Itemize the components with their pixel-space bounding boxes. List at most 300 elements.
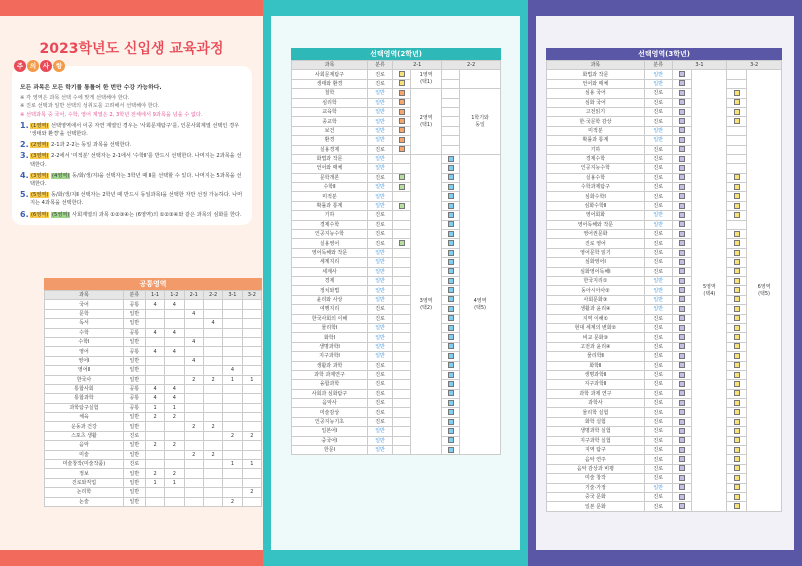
checkbox[interactable] (734, 390, 740, 396)
checkbox-cell (727, 483, 747, 492)
checkbox-cell (393, 79, 411, 88)
checkbox[interactable] (679, 287, 685, 293)
value-cell (145, 337, 164, 346)
checkbox[interactable] (448, 203, 454, 209)
checkbox[interactable] (734, 268, 740, 274)
value-cell (223, 422, 242, 431)
checkbox[interactable] (399, 203, 405, 209)
checkbox[interactable] (399, 184, 405, 190)
checkbox[interactable] (679, 475, 685, 481)
checkbox[interactable] (734, 174, 740, 180)
category-cell: 진로 (644, 380, 672, 389)
value-cell (223, 488, 242, 497)
checkbox[interactable] (679, 437, 685, 443)
subject-cell: 여행지리 (292, 305, 368, 314)
checkbox[interactable] (679, 203, 685, 209)
table-row (547, 201, 782, 210)
checkbox[interactable] (734, 203, 740, 209)
table-row (45, 431, 262, 440)
checkbox[interactable] (679, 99, 685, 105)
value-cell (203, 403, 222, 412)
checkbox[interactable] (679, 447, 685, 453)
checkbox[interactable] (399, 174, 405, 180)
value-cell (165, 337, 184, 346)
checkbox[interactable] (679, 484, 685, 490)
checkbox-cell (727, 380, 747, 389)
table-row (547, 474, 782, 483)
table-row (547, 107, 782, 116)
checkbox[interactable] (679, 325, 685, 331)
value-cell: 일반 (123, 469, 145, 478)
value-cell: 4 (184, 337, 203, 346)
checkbox[interactable] (734, 400, 740, 406)
checkbox[interactable] (734, 278, 740, 284)
checkbox[interactable] (734, 184, 740, 190)
checkbox[interactable] (448, 174, 454, 180)
subject-cell: 기하 (547, 145, 645, 154)
top-bar (0, 0, 263, 16)
checkbox-cell (442, 436, 460, 445)
value-cell (242, 403, 261, 412)
checkbox[interactable] (734, 484, 740, 490)
subject-cell: 세계지리 (292, 258, 368, 267)
checkbox-cell (393, 117, 411, 126)
value-cell (223, 478, 242, 487)
checkbox[interactable] (448, 315, 454, 321)
header-cell: 과목 (547, 61, 645, 70)
subject-cell: 독서 (45, 319, 124, 328)
checkbox-cell (393, 70, 411, 79)
checkbox[interactable] (679, 212, 685, 218)
table-row (547, 183, 782, 192)
value-cell: 일반 (123, 375, 145, 384)
subject-cell: 물리학Ⅰ (292, 323, 368, 332)
checkbox[interactable] (399, 80, 405, 86)
checkbox-cell (393, 417, 411, 426)
checkbox[interactable] (679, 250, 685, 256)
table-row (45, 394, 262, 403)
subject-cell: 물리학Ⅱ (547, 352, 645, 361)
checkbox-cell (727, 239, 747, 248)
checkbox[interactable] (448, 287, 454, 293)
subject-cell: 기술·가정 (547, 483, 645, 492)
notice-item (20, 122, 244, 138)
category-cell: 일반 (644, 70, 672, 79)
checkbox[interactable] (679, 259, 685, 265)
value-cell (165, 309, 184, 318)
checkbox[interactable] (448, 334, 454, 340)
checkbox[interactable] (448, 409, 454, 415)
checkbox-cell (672, 333, 692, 342)
checkbox[interactable] (679, 353, 685, 359)
value-cell: 2 (203, 450, 222, 459)
checkbox[interactable] (734, 419, 740, 425)
value-cell: 2 (184, 422, 203, 431)
value-cell (203, 441, 222, 450)
panel-general (0, 0, 263, 566)
value-cell (145, 319, 164, 328)
category-cell: 일반 (368, 248, 393, 257)
checkbox[interactable] (399, 99, 405, 105)
category-cell: 진로 (644, 455, 672, 464)
checkbox[interactable] (734, 343, 740, 349)
checkbox[interactable] (734, 296, 740, 302)
checkbox[interactable] (679, 419, 685, 425)
table-row (547, 286, 782, 295)
category-cell: 진로 (644, 314, 672, 323)
checkbox-cell (442, 248, 460, 257)
checkbox[interactable] (679, 80, 685, 86)
checkbox[interactable] (448, 259, 454, 265)
checkbox[interactable] (448, 231, 454, 237)
subject-cell: 심화영어Ⅰ (547, 258, 645, 267)
checkbox[interactable] (679, 221, 685, 227)
subject-cell: 심용 국어 (547, 89, 645, 98)
checkbox[interactable] (399, 118, 405, 124)
checkbox[interactable] (734, 456, 740, 462)
checkbox-cell (727, 389, 747, 398)
area-label: 2영역 (택1) (410, 89, 441, 155)
checkbox-cell (393, 192, 411, 201)
checkbox-cell (727, 446, 747, 455)
checkbox[interactable] (734, 353, 740, 359)
subject-cell: 문학개론 (292, 173, 368, 182)
value-cell: 4 (145, 328, 164, 337)
checkbox[interactable] (679, 268, 685, 274)
checkbox-cell (727, 427, 747, 436)
value-cell (242, 413, 261, 422)
checkbox-cell (727, 370, 747, 379)
checkbox[interactable] (734, 437, 740, 443)
checkbox-cell (727, 117, 747, 126)
checkbox-cell (442, 370, 460, 379)
header-cell: 2-1 (393, 61, 442, 70)
checkbox[interactable] (679, 494, 685, 500)
value-cell (242, 394, 261, 403)
value-cell: 2 (165, 413, 184, 422)
checkbox[interactable] (734, 372, 740, 378)
checkbox[interactable] (679, 165, 685, 171)
checkbox[interactable] (679, 362, 685, 368)
value-cell: 4 (145, 347, 164, 356)
category-cell: 일반 (368, 117, 393, 126)
checkbox[interactable] (448, 325, 454, 331)
category-cell: 진로 (644, 258, 672, 267)
checkbox[interactable] (734, 250, 740, 256)
checkbox[interactable] (734, 231, 740, 237)
checkbox-cell (393, 201, 411, 210)
header-cell: 3-2 (727, 61, 782, 70)
checkbox[interactable] (734, 118, 740, 124)
checkbox[interactable] (679, 296, 685, 302)
checkbox[interactable] (679, 456, 685, 462)
checkbox[interactable] (679, 156, 685, 162)
checkbox-cell (442, 380, 460, 389)
table-row (547, 98, 782, 107)
checkbox[interactable] (679, 334, 685, 340)
badge-char: 주 (14, 60, 26, 72)
value-cell: 1 (223, 460, 242, 469)
value-cell (184, 403, 203, 412)
subject-cell: 영어독해와 작문 (547, 220, 645, 229)
checkbox[interactable] (448, 306, 454, 312)
checkbox[interactable] (679, 137, 685, 143)
subject-cell: 물리학 실험 (547, 408, 645, 417)
checkbox[interactable] (679, 409, 685, 415)
checkbox[interactable] (734, 315, 740, 321)
checkbox[interactable] (734, 475, 740, 481)
checkbox[interactable] (399, 71, 405, 77)
checkbox-cell (672, 192, 692, 201)
checkbox[interactable] (734, 447, 740, 453)
checkbox[interactable] (448, 428, 454, 434)
checkbox[interactable] (734, 465, 740, 471)
checkbox[interactable] (448, 156, 454, 162)
checkbox[interactable] (448, 353, 454, 359)
header-cell: 2-2 (442, 61, 501, 70)
category-cell: 진로 (644, 230, 672, 239)
category-cell: 일반 (368, 154, 393, 163)
checkbox[interactable] (399, 137, 405, 143)
checkbox[interactable] (448, 362, 454, 368)
checkbox[interactable] (734, 325, 740, 331)
checkbox[interactable] (679, 381, 685, 387)
checkbox[interactable] (734, 240, 740, 246)
value-cell (223, 441, 242, 450)
value-cell (203, 478, 222, 487)
common-table-title: 공통영역 (44, 278, 262, 290)
checkbox[interactable] (399, 90, 405, 96)
checkbox-cell (727, 183, 747, 192)
checkbox[interactable] (679, 118, 685, 124)
checkbox[interactable] (734, 381, 740, 387)
checkbox[interactable] (734, 306, 740, 312)
category-cell: 진로 (644, 408, 672, 417)
checkbox[interactable] (734, 362, 740, 368)
checkbox[interactable] (679, 109, 685, 115)
subject-cell: 인공지능기초 (292, 417, 368, 426)
checkbox[interactable] (399, 240, 405, 246)
value-cell (145, 450, 164, 459)
subject-cell: 동아시아사② (547, 286, 645, 295)
value-cell (223, 403, 242, 412)
value-cell: 공통 (123, 384, 145, 393)
checkbox-cell (727, 136, 747, 145)
checkbox[interactable] (679, 465, 685, 471)
checkbox[interactable] (448, 437, 454, 443)
checkbox[interactable] (679, 193, 685, 199)
area-label: 1학기와 동일 (460, 89, 501, 155)
table-row (547, 164, 782, 173)
checkbox[interactable] (399, 127, 405, 133)
subject-cell: 미술 (45, 450, 124, 459)
area-highlight: (5영역) (52, 211, 70, 218)
checkbox-cell (393, 267, 411, 276)
checkbox-cell (727, 145, 747, 154)
checkbox[interactable] (679, 231, 685, 237)
subject-cell: 중국 문화 (547, 492, 645, 501)
item-number: 1. (20, 120, 29, 130)
subject-cell: 한국사 (45, 375, 124, 384)
value-cell: 2 (165, 441, 184, 450)
value-cell (242, 356, 261, 365)
checkbox[interactable] (448, 343, 454, 349)
checkbox[interactable] (734, 99, 740, 105)
checkbox[interactable] (679, 71, 685, 77)
checkbox[interactable] (734, 428, 740, 434)
checkbox-cell (672, 295, 692, 304)
checkbox[interactable] (679, 146, 685, 152)
category-cell: 일반 (368, 126, 393, 135)
checkbox-cell (727, 295, 747, 304)
checkbox[interactable] (448, 400, 454, 406)
area-highlight: (3영역) (31, 153, 49, 160)
checkbox[interactable] (734, 259, 740, 265)
header-cell: 분류 (123, 291, 145, 300)
table-row (547, 502, 782, 511)
subject-cell: 통합사회 (45, 384, 124, 393)
subject-cell: 사회문제탐구 (292, 70, 368, 79)
checkbox[interactable] (448, 268, 454, 274)
checkbox[interactable] (679, 306, 685, 312)
subject-cell: 융합과학 (292, 380, 368, 389)
value-cell: 4 (145, 384, 164, 393)
value-cell: 2 (145, 413, 164, 422)
value-cell (165, 422, 184, 431)
value-cell: 일반 (123, 366, 145, 375)
checkbox-cell (393, 436, 411, 445)
checkbox[interactable] (448, 212, 454, 218)
checkbox-cell (672, 145, 692, 154)
checkbox-cell (727, 436, 747, 445)
checkbox-cell (672, 380, 692, 389)
value-cell: 일반 (123, 356, 145, 365)
checkbox[interactable] (448, 240, 454, 246)
value-cell: 일반 (123, 337, 145, 346)
checkbox-cell (672, 117, 692, 126)
table-row (45, 337, 262, 346)
checkbox[interactable] (399, 146, 405, 152)
value-cell: 공통 (123, 328, 145, 337)
checkbox[interactable] (679, 174, 685, 180)
checkbox[interactable] (734, 212, 740, 218)
checkbox-cell (442, 98, 460, 107)
checkbox-cell (393, 164, 411, 173)
category-cell: 일반 (368, 258, 393, 267)
checkbox-cell (442, 239, 460, 248)
checkbox[interactable] (734, 503, 740, 509)
checkbox[interactable] (734, 109, 740, 115)
checkbox-cell (672, 408, 692, 417)
header-cell: 2-1 (184, 291, 203, 300)
checkbox[interactable] (448, 372, 454, 378)
checkbox[interactable] (734, 494, 740, 500)
checkbox-cell (672, 483, 692, 492)
value-cell: 2 (184, 450, 203, 459)
value-cell (203, 300, 222, 309)
checkbox[interactable] (679, 428, 685, 434)
value-cell: 공통 (123, 347, 145, 356)
table-row (547, 305, 782, 314)
category-cell: 진로 (644, 427, 672, 436)
checkbox[interactable] (448, 381, 454, 387)
checkbox-cell (393, 408, 411, 417)
subject-cell: 음악 연주 (547, 455, 645, 464)
checkbox[interactable] (734, 334, 740, 340)
table-row (547, 446, 782, 455)
category-cell: 일반 (368, 342, 393, 351)
checkbox[interactable] (448, 278, 454, 284)
category-cell: 진로 (644, 89, 672, 98)
checkbox[interactable] (734, 90, 740, 96)
table-row (45, 460, 262, 469)
checkbox[interactable] (448, 419, 454, 425)
checkbox[interactable] (448, 221, 454, 227)
area-highlight: (1영역) (31, 122, 49, 129)
checkbox[interactable] (679, 278, 685, 284)
subject-cell: 수학Ⅱ (292, 183, 368, 192)
value-cell: 4 (184, 356, 203, 365)
checkbox[interactable] (448, 447, 454, 453)
checkbox[interactable] (679, 90, 685, 96)
subject-cell: 체육 (45, 413, 124, 422)
checkbox[interactable] (448, 390, 454, 396)
value-cell (165, 375, 184, 384)
subject-cell: 생명과학Ⅱ (547, 370, 645, 379)
table-row (45, 384, 262, 393)
checkbox[interactable] (448, 193, 454, 199)
checkbox[interactable] (679, 503, 685, 509)
table-row (45, 422, 262, 431)
category-cell: 진로 (644, 117, 672, 126)
checkbox[interactable] (679, 372, 685, 378)
subject-cell: 기하 (292, 211, 368, 220)
checkbox-cell (727, 286, 747, 295)
notice-headline: 모든 과목은 모든 학기를 통틀어 한 번만 수강 가능하다. (20, 85, 162, 91)
checkbox-cell (727, 79, 747, 88)
value-cell: 4 (203, 319, 222, 328)
checkbox[interactable] (448, 250, 454, 256)
value-cell (145, 366, 164, 375)
checkbox[interactable] (679, 240, 685, 246)
area-label (460, 70, 501, 89)
checkbox[interactable] (679, 390, 685, 396)
table-row (547, 483, 782, 492)
subject-cell: 윤리와 사상 (292, 295, 368, 304)
checkbox[interactable] (734, 409, 740, 415)
checkbox[interactable] (679, 184, 685, 190)
checkbox[interactable] (679, 127, 685, 133)
checkbox[interactable] (734, 193, 740, 199)
checkbox-cell (442, 323, 460, 332)
subject-cell: 중국어Ⅰ (292, 436, 368, 445)
checkbox[interactable] (679, 343, 685, 349)
checkbox[interactable] (399, 109, 405, 115)
checkbox-cell (442, 361, 460, 370)
checkbox-cell (442, 333, 460, 342)
checkbox[interactable] (448, 184, 454, 190)
checkbox[interactable] (679, 400, 685, 406)
value-cell: 공통 (123, 403, 145, 412)
checkbox[interactable] (679, 315, 685, 321)
checkbox[interactable] (734, 287, 740, 293)
header-cell: 과목 (292, 61, 368, 70)
checkbox[interactable] (448, 296, 454, 302)
table-row (547, 361, 782, 370)
subject-cell: 생활과 과학 (292, 361, 368, 370)
checkbox[interactable] (448, 165, 454, 171)
value-cell (184, 328, 203, 337)
